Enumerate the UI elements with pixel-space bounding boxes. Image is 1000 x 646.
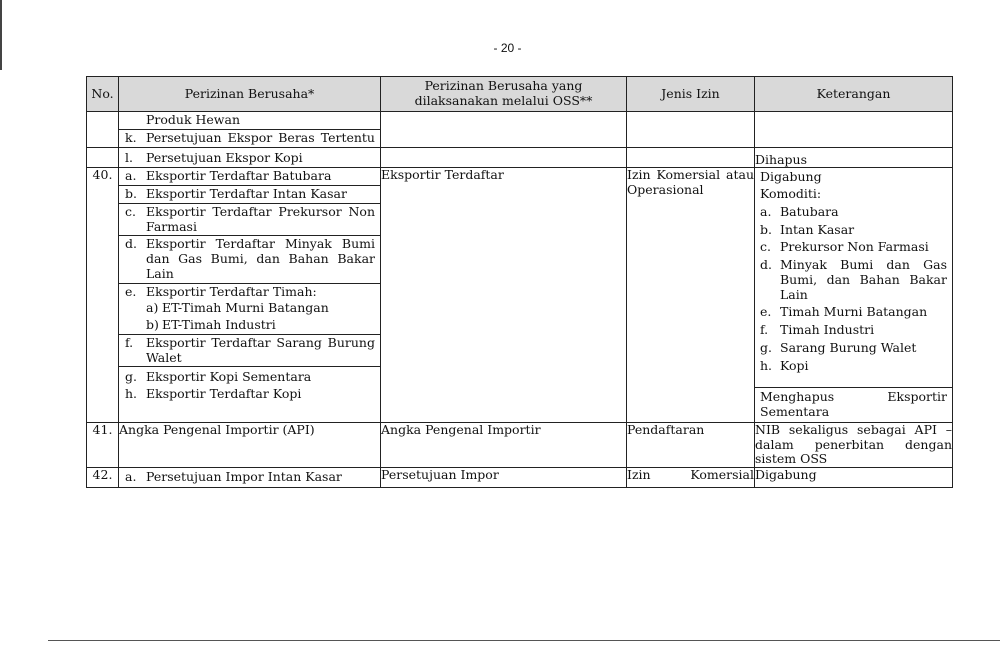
sub-list-item (125, 386, 375, 402)
cell-perizinan (119, 112, 381, 148)
komoditi-text: Minyak Bumi dan Gas Bumi, dan Bahan Bakar Lain (780, 257, 947, 302)
list-item (119, 468, 380, 487)
item-text: Persetujuan Impor Intan Kasar (146, 469, 342, 484)
komoditi-letter: f. (760, 322, 769, 337)
list-item (119, 283, 380, 334)
item-text: Eksportir Terdaftar Batubara (146, 168, 332, 184)
cell-oss: Persetujuan Impor (381, 468, 627, 488)
cell-perizinan: Angka Pengenal Importir (API) (119, 422, 381, 467)
ket-title: Digabung (760, 169, 822, 185)
item-letter: k. (125, 129, 137, 145)
sub-text: ET-Timah Industri (162, 317, 276, 332)
item-letter: c. (125, 203, 136, 219)
list-item (119, 235, 380, 282)
header-keterangan: Keterangan (755, 77, 953, 112)
header-no: No. (87, 77, 119, 112)
cell-jenis-empty (627, 147, 755, 168)
cell-oss: Eksportir Terdaftar (381, 168, 627, 423)
cell-keterangan: NIB sekaligus sebagai API – dalam penerbitan dengan sistem OSS (755, 421, 952, 467)
item-text: Eksportir Terdaftar Kopi (146, 386, 302, 401)
perizinan-table (86, 76, 953, 488)
cell-oss-empty (381, 147, 627, 168)
row-number: 42. (87, 468, 119, 488)
keterangan-komoditi (755, 168, 952, 387)
header-oss: Perizinan Berusaha yang dilaksanakan melalui OSS** (381, 77, 627, 112)
list-item (119, 148, 380, 168)
komoditi-item (760, 223, 947, 238)
sub-list-item (125, 369, 375, 385)
item-letter: e. (125, 283, 137, 299)
cell-ket-empty (755, 112, 953, 148)
cell-oss-empty (381, 112, 627, 148)
komoditi-item (760, 240, 947, 255)
item-text: Eksportir Terdaftar Prekursor Non Farmasi (146, 203, 375, 234)
list-item (119, 129, 380, 147)
header-perizinan: Perizinan Berusaha* (119, 77, 381, 112)
table-row (87, 422, 953, 467)
komoditi-letter: g. (760, 339, 772, 355)
komoditi-item (760, 258, 947, 302)
list-item (119, 366, 380, 403)
item-letter: a. (125, 469, 137, 484)
list-item (119, 168, 380, 185)
komoditi-letter: h. (760, 357, 773, 373)
sub-item (146, 318, 375, 333)
header-jenis: Jenis Izin (627, 77, 755, 112)
komoditi-item (760, 205, 947, 220)
komoditi-text: Timah Industri (780, 322, 875, 337)
sub-item (146, 301, 375, 316)
jenis-text: Izin Komersial atau Operasional (627, 167, 754, 197)
ket-komoditi-label: Komoditi: (760, 186, 822, 201)
komoditi-text: Timah Murni Batangan (780, 304, 928, 320)
table-row (87, 468, 953, 488)
row-number: 41. (87, 422, 119, 467)
item-text: Eksportir Terdaftar Sarang Burung Walet (146, 334, 375, 365)
list-item (119, 185, 380, 203)
cell-jenis: Pendaftaran (627, 422, 755, 467)
komoditi-text: Batubara (780, 203, 839, 219)
cell-perizinan (119, 168, 381, 423)
list-item (119, 112, 380, 129)
item-text: Eksportir Kopi Sementara (146, 369, 312, 385)
komoditi-item (760, 323, 947, 338)
item-text: Eksportir Terdaftar Intan Kasar (146, 186, 347, 201)
table-header-row (87, 77, 953, 112)
cell-keterangan (755, 168, 953, 423)
cell-no-empty (87, 112, 119, 148)
page-number: - 20 - (493, 41, 522, 55)
item-text: Persetujuan Ekspor Beras Tertentu (146, 129, 375, 145)
ket-hapus-text: Menghapus Eksportir Sementara (760, 389, 947, 419)
item-letter: d. (125, 236, 137, 252)
row-number: 40. (87, 168, 119, 423)
komoditi-letter: a. (760, 203, 772, 219)
komoditi-letter: b. (760, 221, 772, 237)
item-text: Produk Hewan (146, 112, 241, 127)
cell-perizinan (119, 468, 381, 488)
komoditi-text: Prekursor Non Farmasi (780, 239, 929, 255)
komoditi-text: Intan Kasar (780, 221, 855, 237)
item-letter: g. (125, 369, 137, 385)
cell-keterangan: Dihapus (755, 147, 953, 168)
page-margin-mark (0, 0, 2, 70)
item-letter: f. (125, 334, 134, 350)
item-letter: a. (125, 168, 137, 184)
komoditi-item (760, 305, 947, 320)
jenis-text: Izin Komersial (627, 467, 754, 482)
cell-oss: Angka Pengenal Importir (381, 422, 627, 467)
cell-jenis (627, 468, 755, 488)
komoditi-letter: d. (760, 257, 772, 272)
komoditi-item (760, 341, 947, 356)
komoditi-item (760, 359, 947, 374)
table-row (87, 112, 953, 148)
list-item (119, 334, 380, 367)
komoditi-text: Kopi (780, 357, 809, 373)
cell-keterangan: Digabung (755, 468, 953, 488)
list-item (119, 203, 380, 236)
item-letter: h. (125, 386, 138, 401)
table-row (87, 168, 953, 423)
sub-letter: a) (146, 300, 159, 316)
item-text: Persetujuan Ekspor Kopi (146, 149, 303, 165)
cell-jenis-empty (627, 112, 755, 148)
keterangan-hapus (755, 387, 952, 422)
bottom-rule (48, 640, 1000, 641)
item-text: Eksportir Terdaftar Minyak Bumi dan Gas Bumi, dan Bahan Bakar Lain (146, 236, 375, 281)
item-letter: b. (125, 186, 137, 201)
item-letter: l. (125, 149, 133, 165)
komoditi-text: Sarang Burung Walet (780, 339, 917, 355)
cell-perizinan (119, 147, 381, 168)
table-row (87, 147, 953, 168)
cell-no-empty (87, 147, 119, 168)
komoditi-letter: e. (760, 304, 772, 320)
sub-text: ET-Timah Murni Batangan (162, 300, 329, 316)
sub-letter: b) (146, 317, 159, 332)
cell-jenis (627, 168, 755, 423)
item-text: Eksportir Terdaftar Timah: (146, 283, 317, 299)
komoditi-letter: c. (760, 239, 771, 255)
